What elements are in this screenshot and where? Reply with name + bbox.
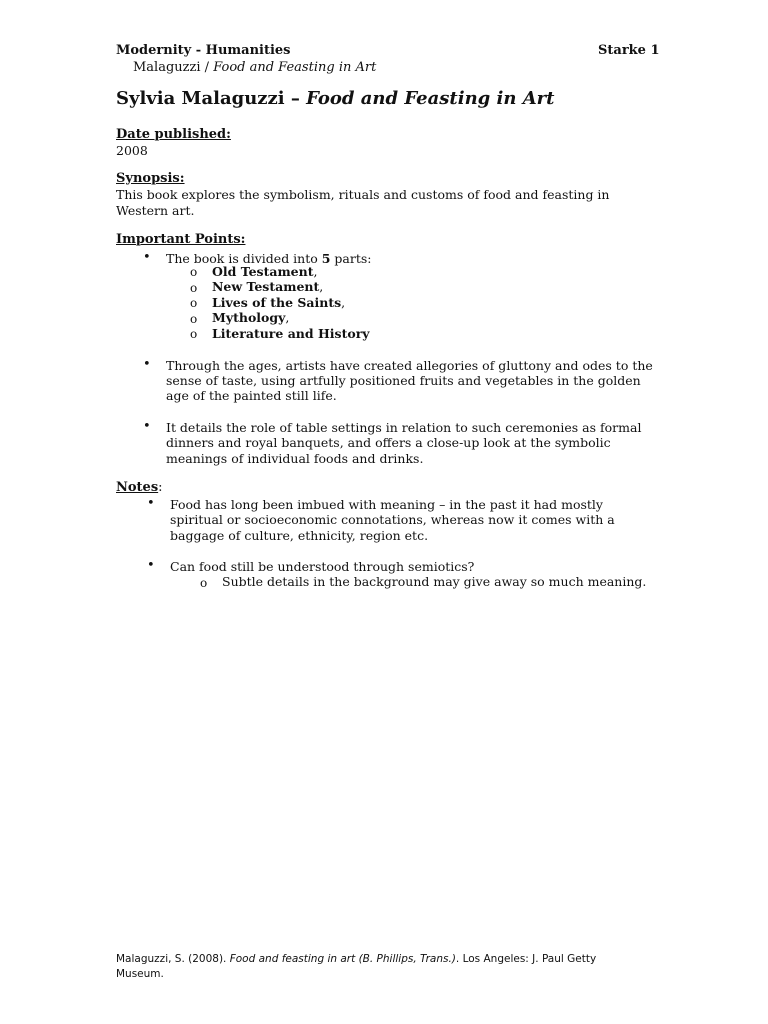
point-3-line-1: It details the role of table settings in relation to such ceremonies as formal [166,420,642,435]
notes-heading [116,480,163,495]
part-item [212,279,323,295]
part-name: Lives of the Saints [212,295,342,310]
synopsis-heading: Synopsis: [116,171,185,186]
title-book: Food and Feasting in Art [306,88,555,109]
part-item [212,264,318,280]
header-page-number: Starke 1 [598,43,660,58]
header-course: Modernity - Humanities [116,43,291,58]
header-subtitle [133,60,376,75]
important-points-heading: Important Points: [116,232,246,247]
point-3-line-3: meanings of individual foods and drinks. [166,451,424,466]
citation-line-2: Museum. [116,968,164,980]
parts-intro-pre: The book is divided into [166,251,322,266]
part-separator: , [341,295,346,310]
citation-post: . Los Angeles: J. Paul Getty [455,953,597,965]
note-1-line-1: Food has long been imbued with meaning – in the past it had mostly [170,497,603,512]
citation-pre: Malaguzzi, S. (2008). [116,953,230,965]
sub-bullet-icon: o [200,576,208,590]
date-value: 2008 [116,143,148,158]
title-author: Sylvia Malaguzzi – [116,88,307,109]
sub-bullet-icon: o [190,265,198,279]
part-item [212,326,370,342]
note-1-line-3: baggage of culture, ethnicity, region etc. [170,528,429,543]
parts-intro-post: parts: [330,251,372,266]
sub-bullet-icon: o [190,296,198,310]
bullet-icon: • [143,419,151,434]
part-name: Mythology [212,310,286,325]
part-separator: , [285,310,290,325]
date-heading: Date published: [116,127,231,142]
bullet-icon: • [147,558,155,573]
sub-bullet-icon: o [190,327,198,341]
bullet-icon: • [143,357,151,372]
part-item [212,295,345,311]
parts-count: 5 [321,251,331,266]
part-name: Old Testament [212,264,314,279]
header-sub-title: Food and Feasting in Art [213,60,377,75]
part-separator: , [313,264,318,279]
point-2-line-3: age of the painted still life. [166,388,337,403]
sub-bullet-icon: o [190,281,198,295]
citation-line-1 [116,952,596,966]
citation-title: Food and feasting in art (B. Phillips, Trans.) [229,953,456,965]
notes-heading-colon: : [158,480,163,495]
notes-heading-label: Notes [116,480,159,495]
sub-bullet-icon: o [190,312,198,326]
bullet-icon: • [143,250,151,265]
part-name: Literature and History [212,326,370,341]
synopsis-line-1: This book explores the symbolism, rituals and customs of food and feasting in [116,187,610,202]
part-separator: , [319,279,324,294]
header-sub-author: Malaguzzi / [133,60,210,75]
note-2-sub: Subtle details in the background may give away so much meaning. [222,574,647,589]
bullet-icon: • [147,496,155,511]
part-name: New Testament [212,279,320,294]
note-1-line-2: spiritual or socioeconomic connotations, whereas now it comes with a [170,512,615,527]
point-2-line-2: sense of taste, using artfully positioned fruits and vegetables in the golden [166,373,641,388]
synopsis-line-2: Western art. [116,203,195,218]
part-item [212,310,289,326]
note-2: Can food still be understood through semiotics? [170,559,475,574]
page-title [116,88,554,109]
point-3-line-2: dinners and royal banquets, and offers a close-up look at the symbolic [166,435,611,450]
point-2-line-1: Through the ages, artists have created allegories of gluttony and odes to the [166,358,653,373]
